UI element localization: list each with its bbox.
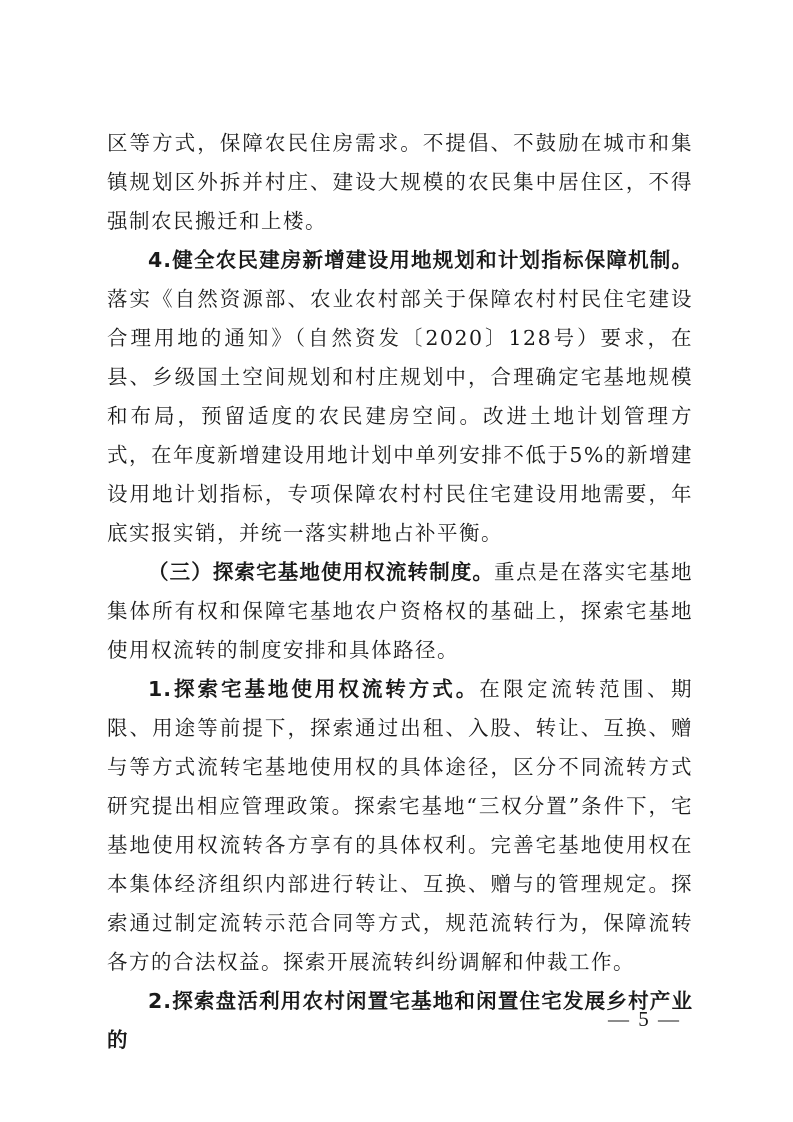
paragraph-continuation [107, 124, 693, 241]
page-number: — 5 — [608, 1007, 681, 1031]
paragraph-text: 在限定流转范围、期限、用途等前提下，探索通过出租、入股、转让、互换、赠与等方式流转宅基地使用权的具体途径，区分不同流转方式研究提出相应管理政策。探索宅基地“三权分置”条件下，宅基地使用权流转各方享有的具体权利。完善宅基地使用权在本集体经济组织内部进行转让、互换、赠与的管理规定。探索通过制定流转示范合同等方式，规范流转行为，保障流转各方的合法权益。探索开展流转纠纷调解和仲裁工作。 [107, 677, 693, 974]
paragraph-heading: 1.探索宅基地使用权流转方式。 [148, 677, 480, 701]
paragraph-text: 区等方式，保障农民住房需求。不提倡、不鼓励在城市和集镇规划区外拆并村庄、建设大规模的农民集中居住区，不得强制农民搬迁和上楼。 [107, 131, 693, 233]
paragraph-heading: 4.健全农民建房新增建设用地规划和计划指标保障机制。 [148, 248, 693, 272]
paragraph-section-3 [107, 553, 693, 670]
paragraph-item-4 [107, 241, 693, 553]
body-text [107, 124, 693, 1060]
paragraph-text: 落实《自然资源部、农业农村部关于保障农村村民住宅建设合理用地的通知》（自然资发〔2020〕128号）要求，在县、乡级国土空间规划和村庄规划中，合理确定宅基地规模和布局，预留适度的农民建房空间。改进土地计划管理方式，在年度新增建设用地计划中单列安排不低于5%的新增建设用地计划指标，专项保障农村村民住宅建设用地需要，年底实报实销，并统一落实耕地占补平衡。 [107, 287, 693, 545]
paragraph-heading: （三）探索宅基地使用权流转制度。 [148, 560, 494, 584]
paragraph-item-2 [107, 982, 693, 1060]
paragraph-item-1 [107, 670, 693, 982]
paragraph-text: 重点是在落实宅基地集体所有权和保障宅基地农户资格权的基础上，探索宅基地使用权流转的制度安排和具体路径。 [107, 560, 693, 662]
paragraph-heading: 2.探索盘活利用农村闲置宅基地和闲置住宅发展乡村产业的 [107, 989, 693, 1052]
